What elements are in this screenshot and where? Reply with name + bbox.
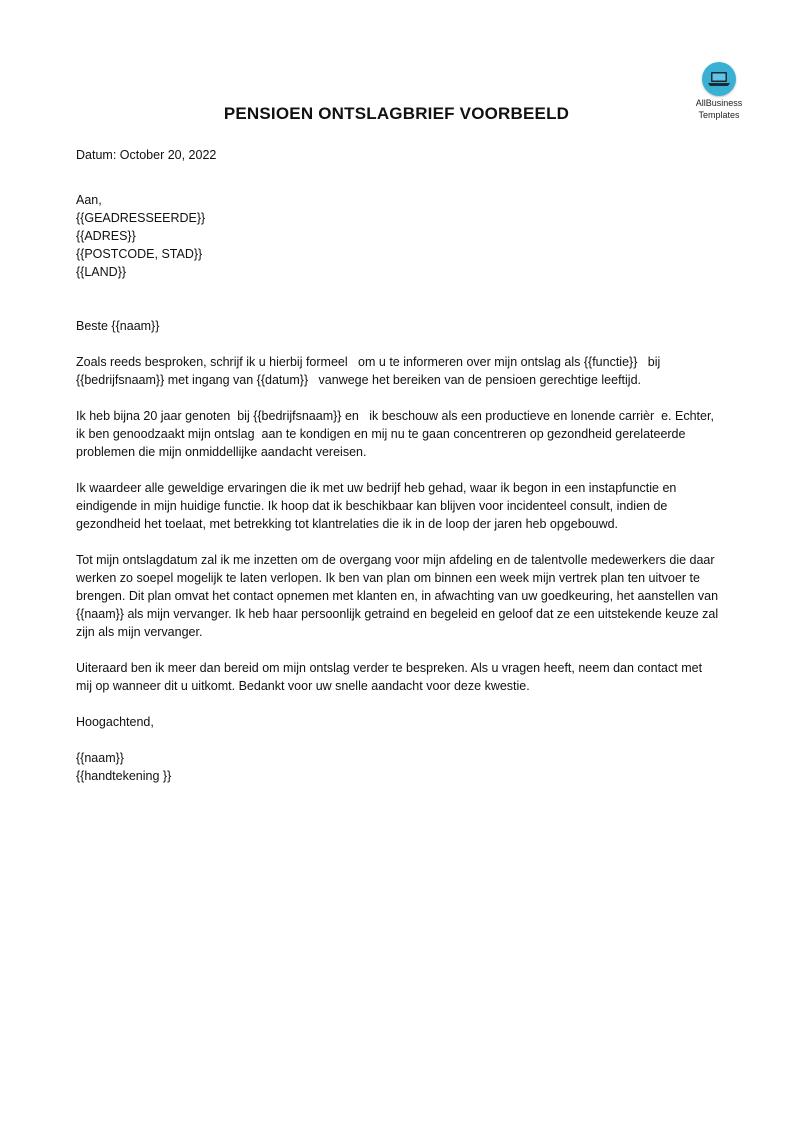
paragraph-1: Zoals reeds besproken, schrijf ik u hierbij formeel om u te informeren over mijn ontslag als {{functie}} bij {{bedrijfsnaam}} met ingang van {{datum}} vanwege het bereiken van de pensioen gerechtige leeftijd. [76, 355, 664, 387]
signature-sign: {{handtekening }} [76, 769, 172, 783]
laptop-icon [708, 71, 730, 87]
address-country: {{LAND}} [76, 265, 127, 279]
letter-closing: Hoogachtend, [76, 715, 154, 729]
signature-name: {{naam}} [76, 751, 124, 765]
paragraph-3: Ik waardeer alle geweldige ervaringen die ik met uw bedrijf heb gehad, waar ik begon in een instapfunctie en eindigende in mijn huidige functie. Ik hoop dat ik beschikbaar kan blijven voor incidenteel consult, indien de gezondheid het toelaat, met betrekking tot klantrelaties die ik in de loop der jaren heb opgebouwd. [76, 481, 677, 531]
address-to: Aan, [76, 193, 102, 207]
paragraph-2: Ik heb bijna 20 jaar genoten bij {{bedrijfsnaam}} en ik beschouw als een productieve en lonende carrièr e. Echter, ik ben genoodzaakt mijn ontslag aan te kondigen en mij nu te gaan concentreren op gezondheid gerelateerde problemen die mijn onmiddellijke aandacht vereisen. [76, 409, 718, 459]
address-street: {{ADRES}} [76, 229, 136, 243]
letter-date: Datum: October 20, 2022 [76, 148, 217, 162]
logo-text-line1: AllBusiness [695, 98, 743, 108]
logo-text-line2: Templates [698, 110, 740, 120]
letter-body [76, 146, 721, 785]
address-postcode-city: {{POSTCODE, STAD}} [76, 247, 203, 261]
paragraph-4: Tot mijn ontslagdatum zal ik me inzetten om de overgang voor mijn afdeling en de talentvolle medewerkers die daar werken zo soepel mogelijk te laten verlopen. Ik ben van plan om binnen een week mijn vertrek plan ten uitvoer te brengen. Dit plan omvat het contact opnemen met klanten en, in afwachting van uw goedkeuring, het aanstellen van {{naam}} als mijn vervanger. Ik heb haar persoonlijk getraind en begeleid en geloof dat ze een uitstekende keuze zal zijn als mijn vervanger. [76, 553, 719, 639]
address-recipient: {{GEADRESSEERDE}} [76, 211, 206, 225]
letter-greeting: Beste {{naam}} [76, 319, 160, 333]
signature-block [76, 749, 721, 785]
paragraph-5: Uiteraard ben ik meer dan bereid om mijn ontslag verder te bespreken. Als u vragen heeft, neem dan contact met mij op wanneer dit u uitkomt. Bedankt voor uw snelle aandacht voor deze kwestie. [76, 661, 703, 693]
logo-badge [702, 62, 736, 96]
address-block [76, 191, 721, 281]
document-title: PENSIOEN ONTSLAGBRIEF VOORBEELD [223, 104, 570, 123]
